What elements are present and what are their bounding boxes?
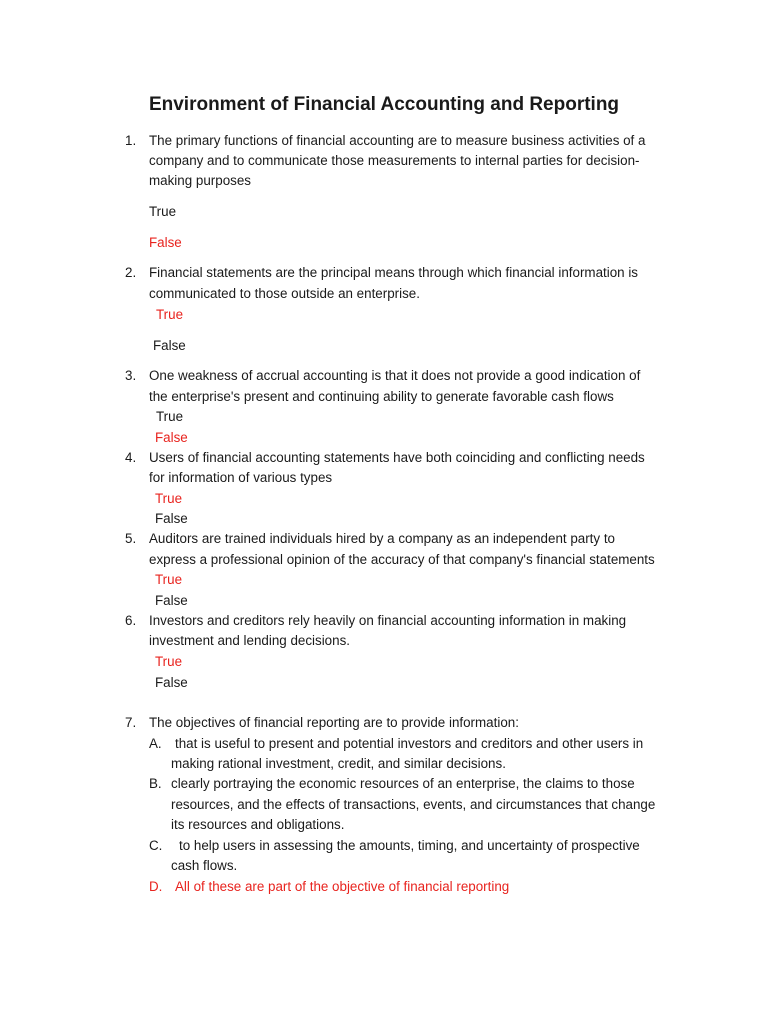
option-false: False bbox=[155, 593, 188, 608]
choice-a-text: that is useful to present and potential investors and creditors and other users in bbox=[175, 736, 644, 751]
option-false-answer: False bbox=[149, 235, 182, 250]
choice-b-text: its resources and obligations. bbox=[171, 817, 345, 832]
page-title: Environment of Financial Accounting and Reporting bbox=[148, 94, 620, 115]
question-number: 2. bbox=[125, 265, 137, 280]
question-text-line: Users of financial accounting statements have both coinciding and conflicting needs bbox=[149, 450, 645, 465]
question-number: 6. bbox=[125, 613, 137, 628]
question-text-line: The primary functions of financial accounting are to measure business activities of a bbox=[149, 133, 646, 148]
question-number: 7. bbox=[125, 715, 137, 730]
option-false: False bbox=[153, 338, 186, 353]
choice-b-text: resources, and the effects of transactions, events, and circumstances that change bbox=[171, 797, 656, 812]
question-text-line: One weakness of accrual accounting is that it does not provide a good indication of bbox=[149, 368, 641, 383]
option-false-answer: False bbox=[155, 430, 188, 445]
question-text-line: the enterprise's present and continuing ability to generate favorable cash flows bbox=[149, 389, 614, 404]
choice-c-letter: C. bbox=[149, 838, 163, 853]
question-text-line: Auditors are trained individuals hired by a company as an independent party to bbox=[149, 531, 615, 546]
option-true: True bbox=[149, 204, 177, 219]
question-text-line: express a professional opinion of the accuracy of that company's financial statements bbox=[149, 552, 655, 567]
choice-c-text: to help users in assessing the amounts, timing, and uncertainty of prospective bbox=[179, 838, 640, 853]
option-true-answer: True bbox=[156, 307, 184, 322]
choice-b-text: clearly portraying the economic resources of an enterprise, the claims to those bbox=[171, 776, 635, 791]
choice-c-text: cash flows. bbox=[171, 858, 238, 873]
question-text-line: for information of various types bbox=[149, 470, 333, 485]
question-text-line: investment and lending decisions. bbox=[149, 633, 350, 648]
option-true: True bbox=[156, 409, 184, 424]
option-true-answer: True bbox=[155, 654, 183, 669]
choice-a-text: making rational investment, credit, and similar decisions. bbox=[171, 756, 506, 771]
option-true-answer: True bbox=[155, 572, 183, 587]
question-text-line: company and to communicate those measurements to internal parties for decision- bbox=[149, 153, 640, 168]
question-text-line: making purposes bbox=[149, 173, 251, 188]
choice-d-answer: All of these are part of the objective of financial reporting bbox=[175, 879, 510, 894]
question-number: 1. bbox=[125, 133, 137, 148]
choice-b-letter: B. bbox=[149, 776, 162, 791]
choice-d-letter: D. bbox=[149, 879, 163, 894]
question-number: 3. bbox=[125, 368, 137, 383]
choice-a-letter: A. bbox=[149, 736, 162, 751]
option-false: False bbox=[155, 511, 188, 526]
question-stem: The objectives of financial reporting are to provide information: bbox=[149, 715, 519, 730]
question-text-line: Financial statements are the principal means through which financial information is bbox=[149, 265, 639, 280]
question-text-line: Investors and creditors rely heavily on financial accounting information in making bbox=[149, 613, 627, 628]
option-true-answer: True bbox=[155, 491, 183, 506]
question-text-line: communicated to those outside an enterprise. bbox=[149, 286, 420, 301]
question-number: 4. bbox=[125, 450, 137, 465]
question-number: 5. bbox=[125, 531, 137, 546]
option-false: False bbox=[155, 675, 188, 690]
